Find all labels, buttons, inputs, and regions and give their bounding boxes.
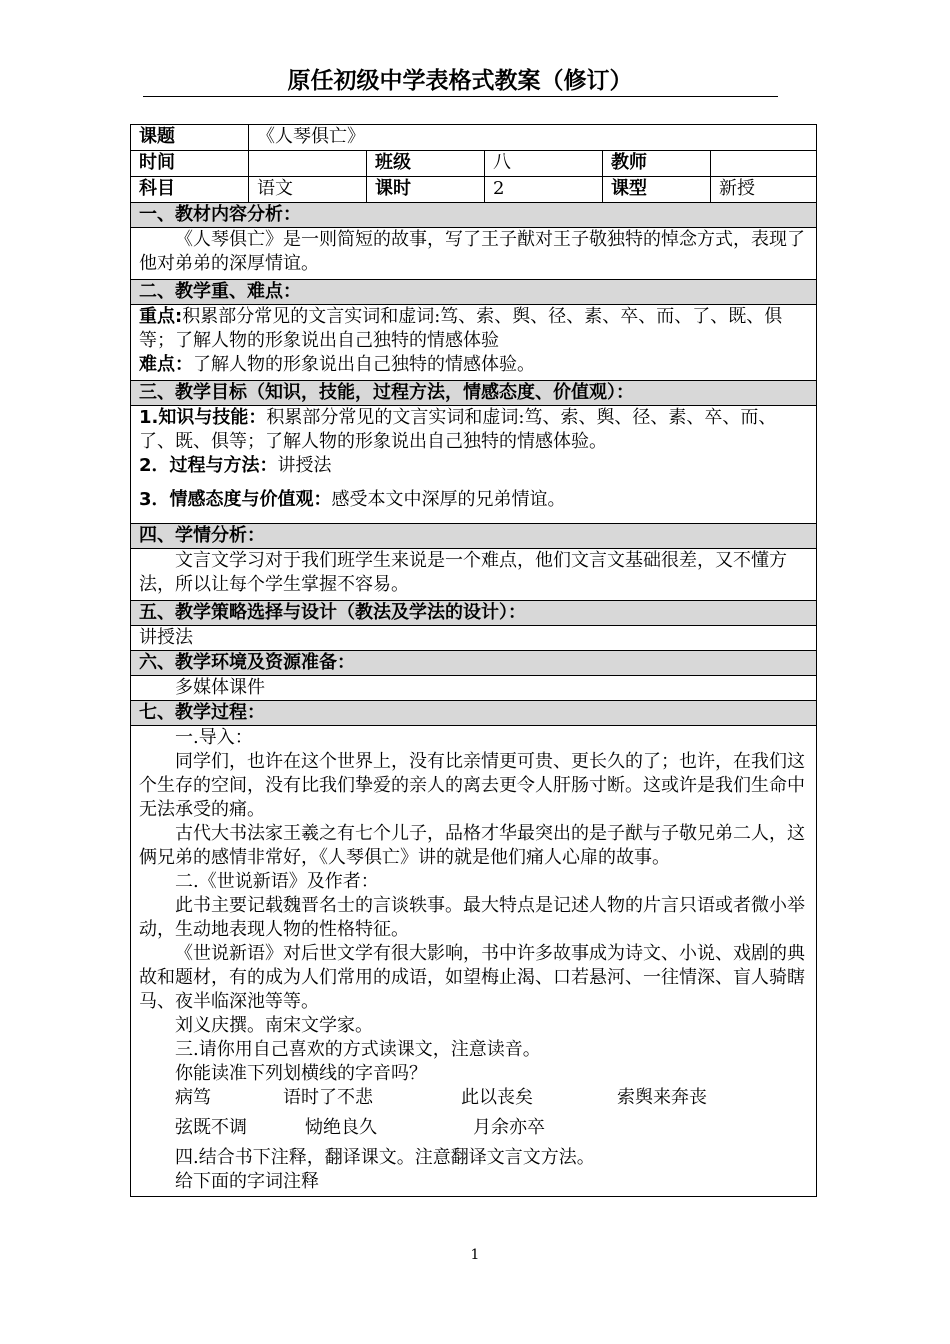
section-1-body <box>131 228 817 280</box>
document-title: 原任初级中学表格式教案（修订） <box>287 68 633 94</box>
pronunciation-words-row-1 <box>139 1086 808 1110</box>
word-item: 此以丧矣 <box>461 1087 533 1108</box>
word-item: 弦既不调 <box>175 1117 247 1138</box>
pronunciation-words-row-2 <box>139 1116 808 1140</box>
strategy-text: 讲授法 <box>131 626 817 651</box>
section-3-body <box>131 406 817 524</box>
step-4-heading: 四.结合书下注释，翻译课文。注意翻译文言文方法。 <box>175 1147 595 1168</box>
goal-2-text: 讲授法 <box>277 455 332 476</box>
goal-1-text: 积累部分常见的文言实词和虚词:笃、索、舆、径、素、卒、而、了、既、俱等；了解人物的形象说出自己独特的情感体验。 <box>139 407 777 452</box>
material-analysis-text: 《人琴俱亡》是一则简短的故事，写了王子猷对王子敬独特的悼念方式，表现了他对弟弟的深厚情谊。 <box>139 229 805 274</box>
word-item: 病笃 <box>175 1087 211 1108</box>
learner-analysis-text: 文言文学习对于我们班学生来说是一个难点，他们文言文基础很差，又不懂方法，所以让每个学生掌握不容易。 <box>139 550 787 595</box>
section-6-heading: 六、教学环境及资源准备： <box>131 651 817 676</box>
key-points-text: 积累部分常见的文言实词和虚词:笃、索、舆、径、素、卒、而、了、既、俱等；了解人物的形象说出自己独特的情感体验 <box>139 306 783 351</box>
goal-3-label: 3．情感态度与价值观： <box>139 489 332 510</box>
teacher-label: 教师 <box>603 151 711 177</box>
topic-label: 课题 <box>131 125 249 151</box>
pronunciation-question: 你能读准下列划横线的字音吗？ <box>175 1063 427 1084</box>
step-2-heading: 二.《世说新语》及作者： <box>175 871 379 892</box>
goal-2-label: 2．过程与方法： <box>139 455 278 476</box>
goal-3-text: 感受本文中深厚的兄弟情谊。 <box>331 489 566 510</box>
page-number: 1 <box>470 1247 480 1263</box>
hours-label: 课时 <box>367 177 485 203</box>
lesson-plan-table <box>130 124 817 1197</box>
author-paragraph: 刘义庆撰。南宋文学家。 <box>175 1015 373 1036</box>
step-1-heading: 一.导入： <box>175 727 253 748</box>
hours-value: 2 <box>485 177 603 203</box>
intro-paragraph-1: 同学们，也许在这个世界上，没有比亲情更可贵、更长久的了；也许，在我们这个生存的空间，没有比我们挚爱的亲人的离去更令人肝肠寸断。这或许是我们生命中无法承受的痛。 <box>139 751 805 820</box>
intro-paragraph-2: 古代大书法家王羲之有七个儿子，品格才华最突出的是子猷与子敬兄弟二人，这俩兄弟的感情非常好，《人琴俱亡》讲的就是他们痛人心扉的故事。 <box>139 823 805 868</box>
section-2-heading: 二、教学重、难点： <box>131 280 817 305</box>
time-label: 时间 <box>131 151 249 177</box>
type-value: 新授 <box>711 177 817 203</box>
book-paragraph-1: 此书主要记载魏晋名士的言谈轶事。最大特点是记述人物的片言只语或者微小举动，生动地表现人物的性格特征。 <box>139 895 805 940</box>
section-2-body <box>131 305 817 381</box>
section-4-heading: 四、学情分析： <box>131 524 817 549</box>
subject-value: 语文 <box>249 177 367 203</box>
word-item: 语时了不悲 <box>283 1087 373 1108</box>
word-item: 恸绝良久 <box>305 1117 377 1138</box>
difficulty-label: 难点： <box>139 354 193 375</box>
word-item: 月余亦卒 <box>473 1117 545 1138</box>
goal-1-label: 1.知识与技能： <box>139 407 267 428</box>
difficulty-text: 了解人物的形象说出自己独特的情感体验。 <box>193 354 535 375</box>
class-value: 八 <box>485 151 603 177</box>
section-3-heading: 三、教学目标（知识，技能，过程方法，情感态度、价值观）： <box>131 381 817 406</box>
title-underline <box>143 96 778 97</box>
step-3-heading: 三.请你用自己喜欢的方式读课文，注意读音。 <box>175 1039 541 1060</box>
section-7-heading: 七、教学过程： <box>131 701 817 726</box>
class-label: 班级 <box>367 151 485 177</box>
book-paragraph-2: 《世说新语》对后世文学有很大影响，书中许多故事成为诗文、小说、戏剧的典故和题材，有的成为人们常用的成语，如望梅止渴、口若悬河、一往情深、盲人骑瞎马、夜半临深池等等。 <box>139 943 805 1012</box>
section-5-heading: 五、教学策略选择与设计（教法及学法的设计）： <box>131 601 817 626</box>
section-7-body <box>131 726 817 1197</box>
resources-text: 多媒体课件 <box>175 677 265 698</box>
section-6-body <box>131 676 817 701</box>
annotation-instruction: 给下面的字词注释 <box>175 1171 319 1192</box>
key-points-label: 重点: <box>139 306 183 327</box>
topic-value: 《人琴俱亡》 <box>249 125 817 151</box>
word-item: 索舆来奔丧 <box>617 1087 707 1108</box>
subject-label: 科目 <box>131 177 249 203</box>
teacher-value <box>711 151 817 177</box>
type-label: 课型 <box>603 177 711 203</box>
section-4-body <box>131 549 817 601</box>
time-value <box>249 151 367 177</box>
section-1-heading: 一、教材内容分析： <box>131 203 817 228</box>
